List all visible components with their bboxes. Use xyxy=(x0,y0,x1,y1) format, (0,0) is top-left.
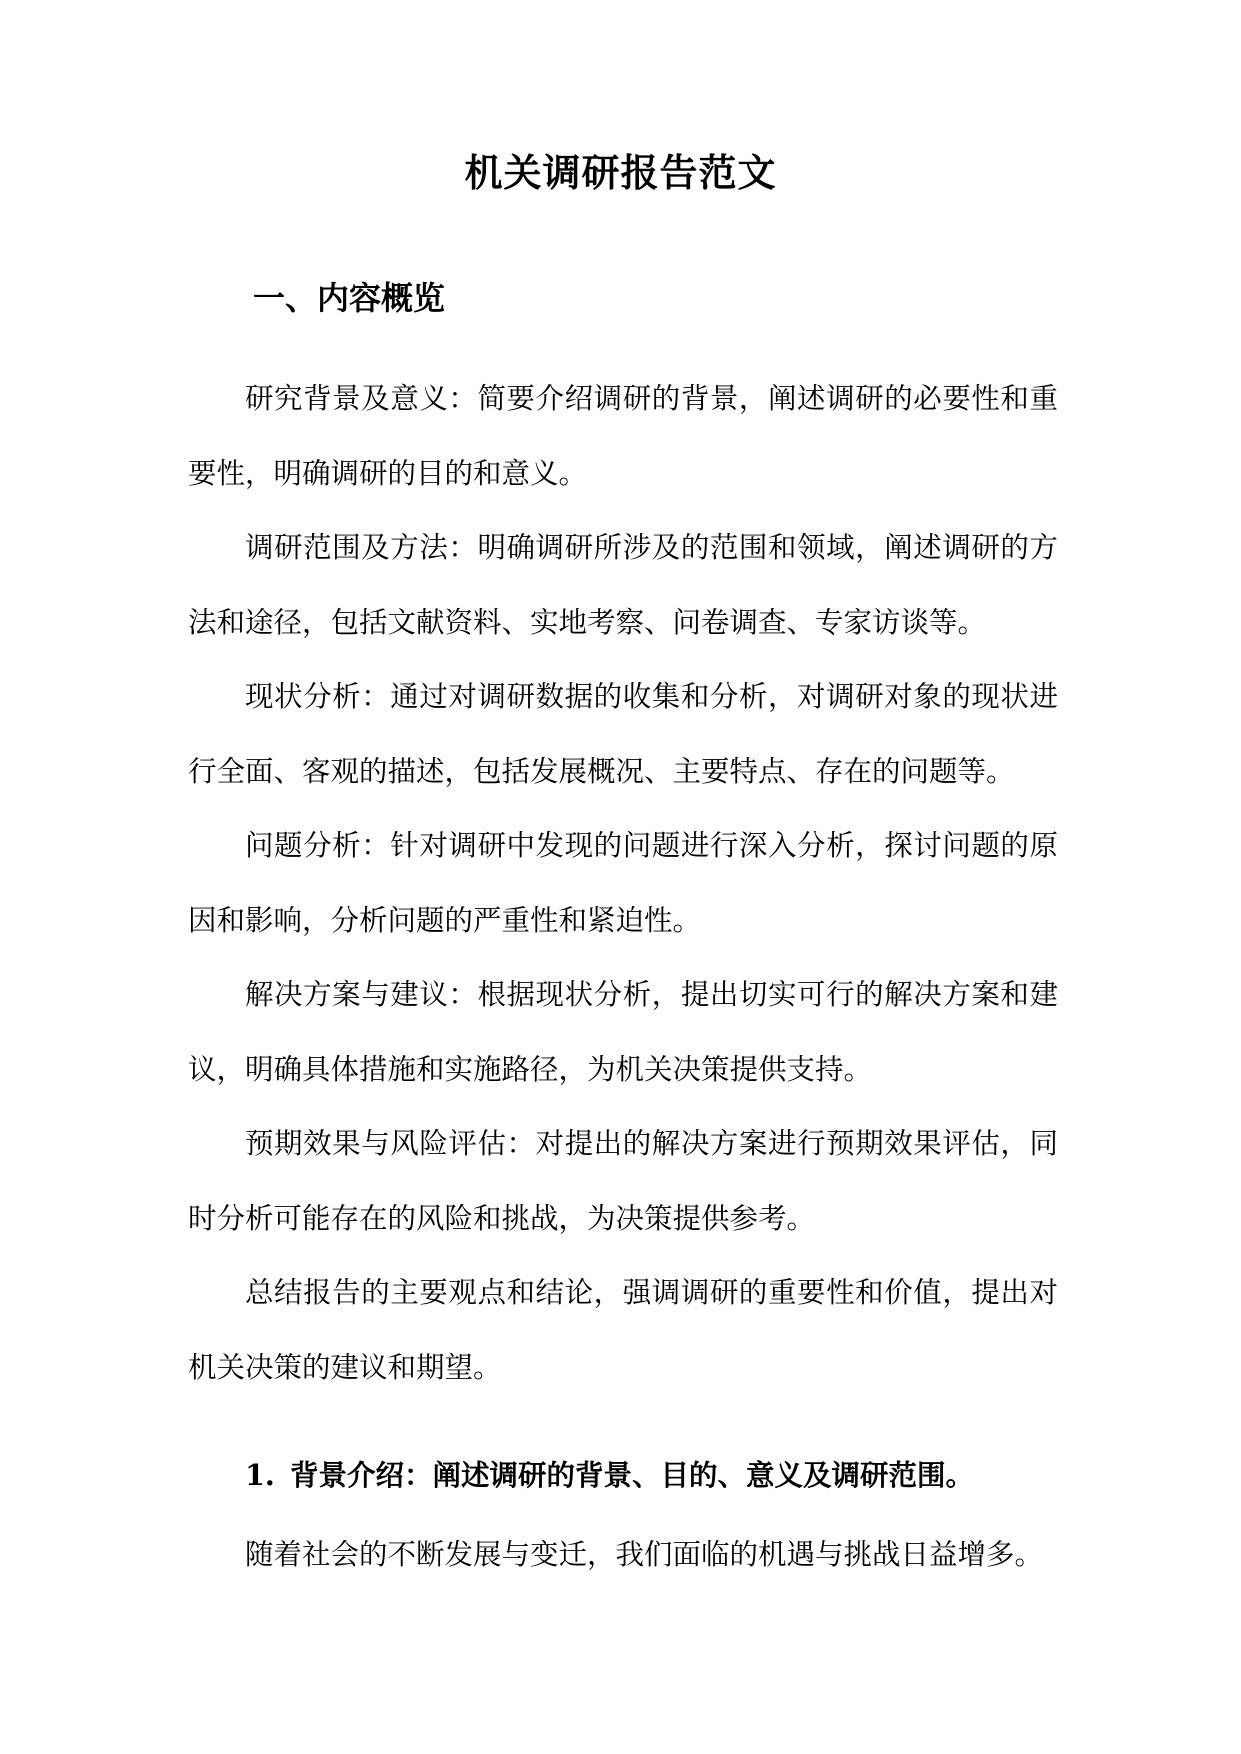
paragraph-risk-assessment: 预期效果与风险评估：对提出的解决方案进行预期效果评估，同时分析可能存在的风险和挑战，为决策提供参考。 xyxy=(188,1127,1058,1235)
section-heading: 一、内容概览 xyxy=(253,279,446,317)
paragraph-summary: 总结报告的主要观点和结论，强调调研的重要性和价值，提出对机关决策的建议和期望。 xyxy=(188,1276,1058,1384)
paragraph-solutions: 解决方案与建议：根据现状分析，提出切实可行的解决方案和建议，明确具体措施和实施路径，为机关决策提供支持。 xyxy=(188,978,1058,1086)
paragraph-research-background: 研究背景及意义：简要介绍调研的背景，阐述调研的必要性和重要性，明确调研的目的和意义。 xyxy=(188,382,1058,490)
paragraph-scope-methods: 调研范围及方法：明确调研所涉及的范围和领域，阐述调研的方法和途径，包括文献资料、实地考察、问卷调查、专家访谈等。 xyxy=(188,531,1058,639)
subheading-text: 背景介绍：阐述调研的背景、目的、意义及调研范围。 xyxy=(290,1458,975,1492)
paragraph-status-analysis: 现状分析：通过对调研数据的收集和分析，对调研对象的现状进行全面、客观的描述，包括发展概况、主要特点、存在的问题等。 xyxy=(188,680,1058,788)
subheading-background xyxy=(245,1453,974,1497)
body-text xyxy=(188,362,1058,1405)
subheading-number: 1. xyxy=(245,1458,275,1492)
document-title: 机关调研报告范文 xyxy=(464,150,777,195)
paragraph-opening: 随着社会的不断发展与变迁，我们面临的机遇与挑战日益增多。 xyxy=(245,1538,1044,1571)
paragraph-problem-analysis: 问题分析：针对调研中发现的问题进行深入分析，探讨问题的原因和影响，分析问题的严重性和紧迫性。 xyxy=(188,829,1058,937)
